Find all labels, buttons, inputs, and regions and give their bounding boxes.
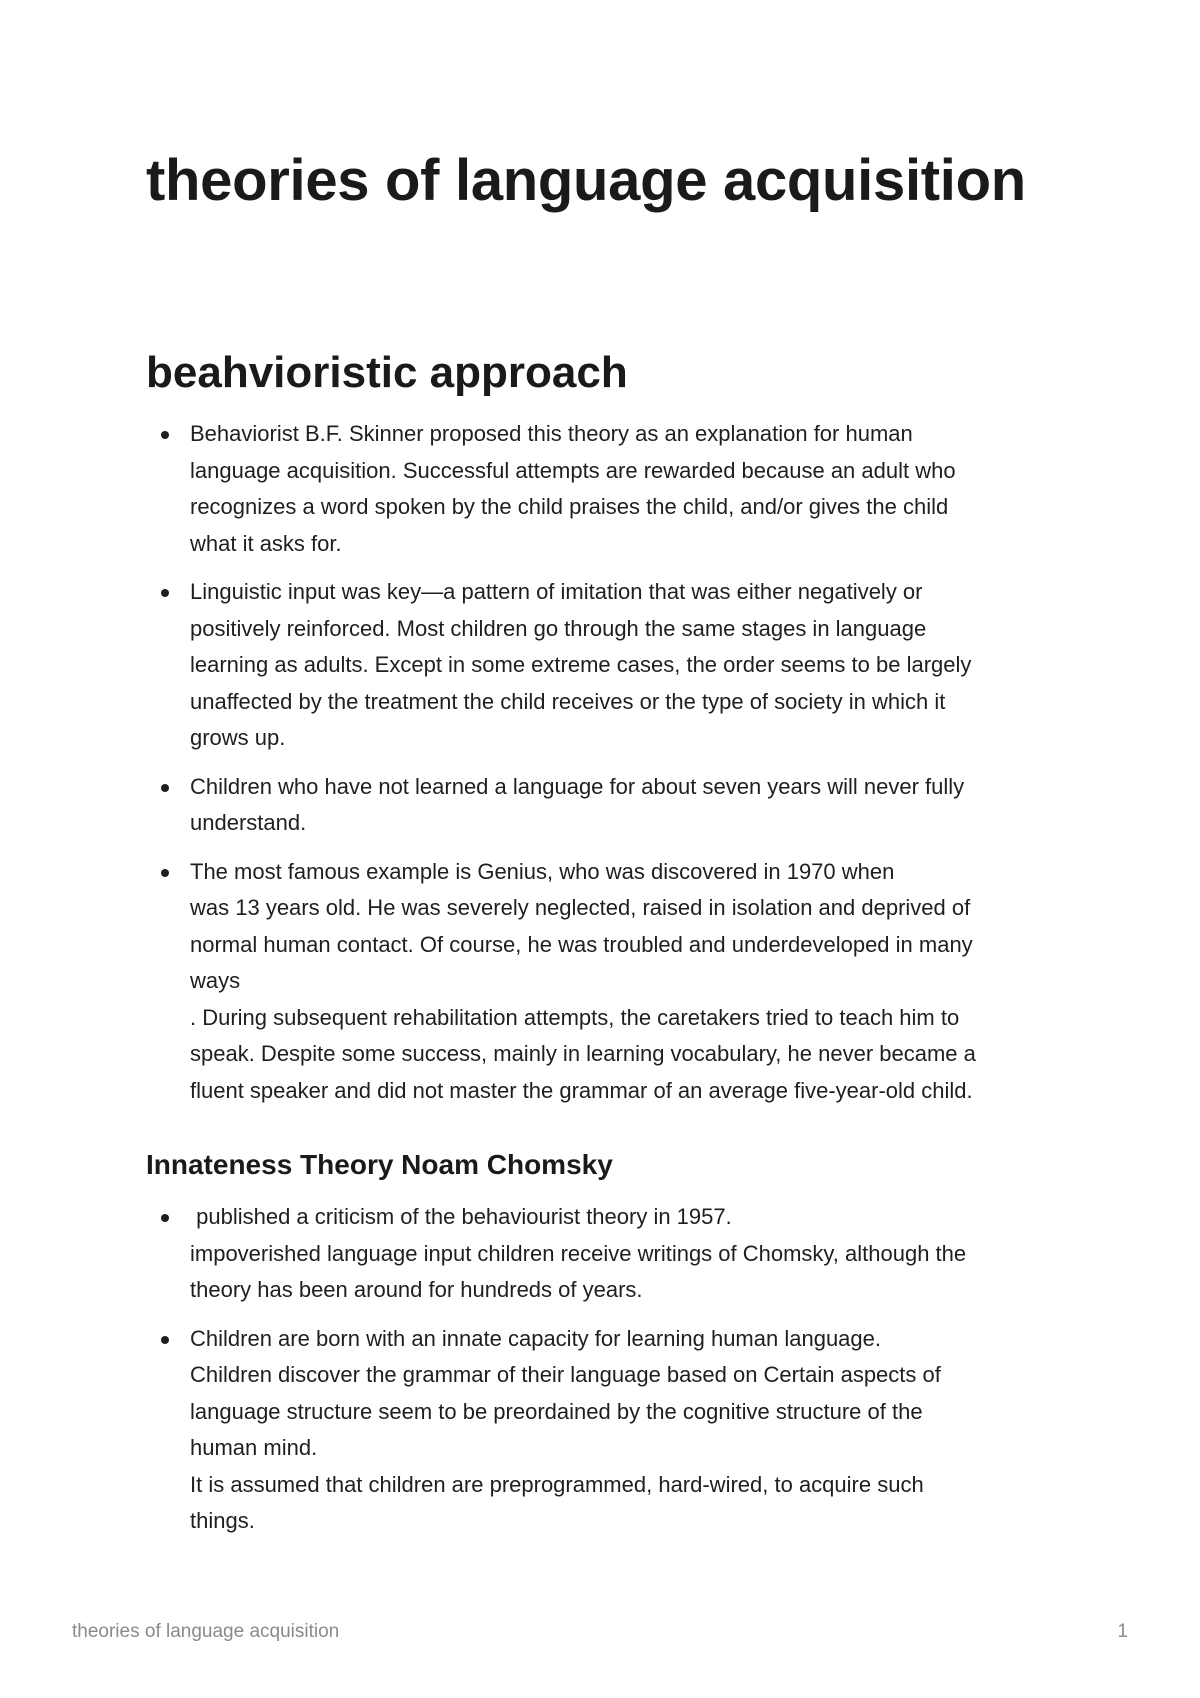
bullet-icon bbox=[161, 1214, 169, 1222]
text-line: language acquisition. Successful attempts are rewarded because an adult who bbox=[190, 457, 956, 483]
list-item bbox=[146, 416, 1076, 562]
text-line: . During subsequent rehabilitation attempts, the caretakers tried to teach him to bbox=[190, 1004, 960, 1030]
text-line: Children discover the grammar of their language based on Certain aspects of bbox=[190, 1362, 941, 1387]
text-line: learning as adults. Except in some extreme cases, the order seems to be largely bbox=[190, 652, 972, 677]
text-line: theory has been around for hundreds of years. bbox=[190, 1277, 643, 1302]
text-line: recognizes a word spoken by the child praises the child, and/or gives the child bbox=[190, 494, 949, 519]
text-line: fluent speaker and did not master the grammar of an average five-year-old child. bbox=[190, 1077, 973, 1103]
text-line: Children who have not learned a language for about seven years will never fully bbox=[190, 773, 965, 799]
text-line: Behaviorist B.F. Skinner proposed this theory as an explanation for human bbox=[190, 421, 913, 446]
section-heading-behavioristic: beahvioristic approach bbox=[146, 348, 628, 397]
text-line: The most famous example is Genius, who was discovered in 1970 when bbox=[190, 858, 895, 884]
document-title: theories of language acquisition bbox=[146, 148, 1026, 213]
section-heading-innateness: Innateness Theory Noam Chomsky bbox=[146, 1149, 613, 1180]
bullet-icon bbox=[161, 784, 169, 792]
text-line: Children are born with an innate capacity for learning human language. bbox=[190, 1325, 881, 1351]
text-line: understand. bbox=[190, 810, 307, 835]
list-item bbox=[146, 1321, 1076, 1540]
text-line: impoverished language input children receive writings of Chomsky, although the bbox=[190, 1240, 967, 1266]
list-item bbox=[146, 1199, 1076, 1309]
bullet-list-behavioristic bbox=[146, 416, 1076, 1121]
bullet-list-innateness bbox=[146, 1199, 1076, 1552]
list-item bbox=[146, 769, 1076, 842]
text-line: grows up. bbox=[190, 725, 286, 750]
list-item bbox=[146, 574, 1076, 757]
bullet-icon bbox=[161, 1336, 169, 1344]
footer-document-title: theories of language acquisition bbox=[72, 1621, 340, 1642]
text-line: was 13 years old. He was severely neglected, raised in isolation and deprived of bbox=[190, 895, 971, 920]
text-line: language structure seem to be preordained by the cognitive structure of the bbox=[190, 1398, 923, 1424]
text-line: published a criticism of the behaviourist theory in 1957. bbox=[190, 1204, 732, 1229]
text-line: positively reinforced. Most children go through the same stages in language bbox=[190, 615, 927, 641]
footer-page-number: 1 bbox=[1117, 1621, 1128, 1642]
text-line: unaffected by the treatment the child receives or the type of society in which it bbox=[190, 688, 946, 714]
text-line: speak. Despite some success, mainly in learning vocabulary, he never became a bbox=[190, 1041, 976, 1066]
text-line: things. bbox=[190, 1508, 255, 1533]
text-line: Linguistic input was key—a pattern of imitation that was either negatively or bbox=[190, 579, 923, 604]
list-item bbox=[146, 854, 1076, 1110]
bullet-icon bbox=[161, 431, 169, 439]
text-line: what it asks for. bbox=[190, 530, 342, 556]
text-line: It is assumed that children are preprogrammed, hard-wired, to acquire such bbox=[190, 1471, 924, 1497]
bullet-icon bbox=[161, 589, 169, 597]
text-line: human mind. bbox=[190, 1435, 318, 1460]
text-line: normal human contact. Of course, he was troubled and underdeveloped in many bbox=[190, 931, 973, 957]
bullet-icon bbox=[161, 869, 169, 877]
text-line: ways bbox=[190, 968, 241, 993]
